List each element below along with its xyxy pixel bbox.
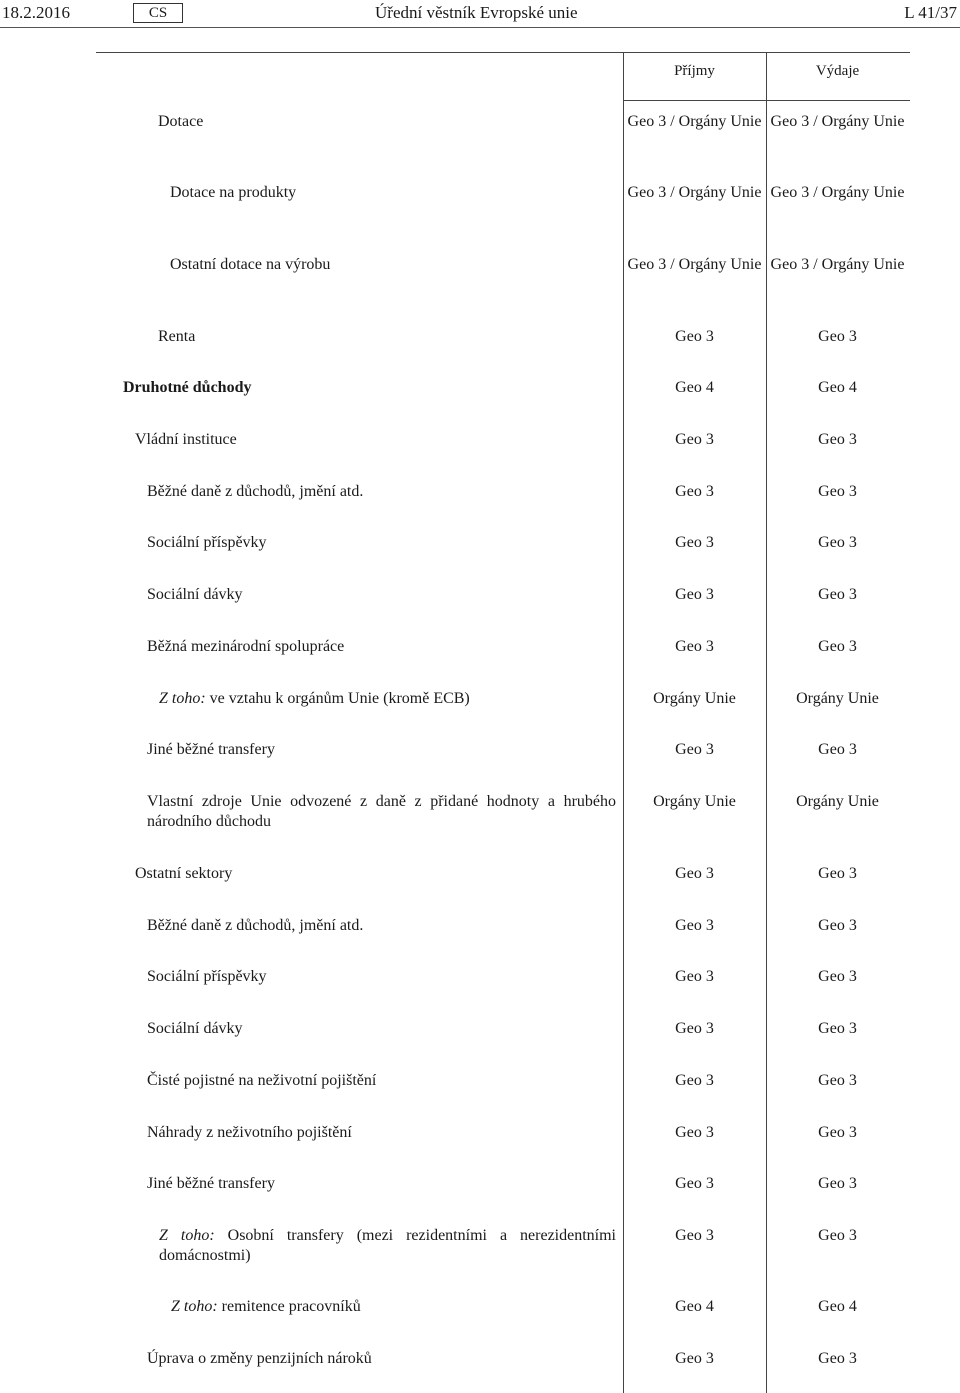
expenditure-cell: Geo 3 — [818, 1175, 857, 1192]
row-label: Renta — [158, 328, 196, 345]
row-label: Čisté pojistné na neživotní pojištění — [147, 1072, 377, 1089]
income-cell: Geo 3 / Orgány Unie — [627, 256, 762, 273]
expenditure-cell: Geo 3 — [818, 638, 857, 655]
row-label: Sociální příspěvky — [147, 534, 267, 551]
row-label: Ostatní sektory — [135, 865, 233, 882]
row-label: Jiné běžné transfery — [147, 1175, 275, 1192]
row-label — [171, 1297, 361, 1317]
row-label: Sociální dávky — [147, 1020, 243, 1037]
expenditure-cell: Geo 3 — [818, 483, 857, 500]
expenditure-cell: Geo 3 — [818, 1020, 857, 1037]
income-cell: Geo 3 — [675, 638, 714, 655]
column-header-income: Příjmy — [674, 63, 715, 79]
income-cell: Geo 3 — [675, 328, 714, 345]
income-cell: Geo 3 — [675, 917, 714, 934]
expenditure-cell: Geo 3 — [818, 431, 857, 448]
income-cell: Geo 3 — [675, 1020, 714, 1037]
income-cell: Geo 3 — [675, 1072, 714, 1089]
row-label-text: ve vztahu k orgánům Unie (kromě ECB) — [205, 690, 470, 707]
expenditure-cell: Geo 4 — [818, 1298, 857, 1315]
expenditure-cell: Geo 3 — [818, 865, 857, 882]
expenditure-cell: Geo 3 / Orgány Unie — [770, 113, 905, 130]
row-label: Dotace na produkty — [170, 184, 297, 201]
income-cell: Geo 4 — [675, 1298, 714, 1315]
page-reference: L 41/37 — [904, 3, 957, 22]
expenditure-cell: Geo 3 — [818, 328, 857, 345]
expenditure-cell: Geo 3 — [818, 968, 857, 985]
income-cell: Orgány Unie — [653, 690, 736, 707]
expenditure-cell: Geo 4 — [818, 379, 857, 396]
of-which-prefix: Z toho: — [159, 690, 206, 707]
income-cell: Geo 3 — [675, 483, 714, 500]
income-cell: Orgány Unie — [653, 793, 736, 810]
column-header-expenditure: Výdaje — [815, 63, 860, 79]
row-label: Sociální příspěvky — [147, 968, 267, 985]
expenditure-cell: Geo 3 — [818, 1072, 857, 1089]
row-label: Sociální dávky — [147, 586, 243, 603]
income-cell: Geo 3 / Orgány Unie — [627, 184, 762, 201]
expenditure-cell: Orgány Unie — [796, 793, 879, 810]
row-label: Běžná mezinárodní spolupráce — [147, 638, 345, 655]
income-cell: Geo 3 — [675, 1350, 714, 1367]
income-cell: Geo 3 — [675, 968, 714, 985]
row-label: Náhrady z neživotního pojištění — [147, 1124, 352, 1141]
expenditure-cell: Geo 3 / Orgány Unie — [770, 184, 905, 201]
income-cell: Geo 3 — [675, 1227, 714, 1244]
expenditure-cell: Geo 3 — [818, 1350, 857, 1367]
of-which-prefix: Z toho: — [171, 1298, 218, 1315]
expenditure-cell: Geo 3 — [818, 741, 857, 758]
income-cell: Geo 3 / Orgány Unie — [627, 113, 762, 130]
row-label: Ostatní dotace na výrobu — [170, 256, 331, 273]
expenditure-cell: Geo 3 — [818, 1227, 857, 1244]
income-cell: Geo 3 — [675, 586, 714, 603]
expenditure-cell: Geo 3 — [818, 586, 857, 603]
income-cell: Geo 3 — [675, 865, 714, 882]
row-label: Běžné daně z důchodů, jmění atd. — [147, 917, 364, 934]
expenditure-cell: Geo 3 — [818, 917, 857, 934]
row-label-text: remitence pracovníků — [217, 1298, 361, 1315]
row-label: Běžné daně z důchodů, jmění atd. — [147, 483, 364, 500]
row-label: Vládní instituce — [135, 431, 237, 448]
header-rule — [0, 27, 960, 28]
journal-title: Úřední věstník Evropské unie — [375, 3, 578, 22]
expenditure-cell: Geo 3 — [818, 1124, 857, 1141]
language-code-box: CS — [133, 3, 183, 23]
income-cell: Geo 3 — [675, 741, 714, 758]
row-label-section: Druhotné důchody — [123, 379, 252, 396]
expenditure-cell: Orgány Unie — [796, 690, 879, 707]
income-cell: Geo 3 — [675, 431, 714, 448]
row-label — [159, 689, 470, 709]
page-header — [0, 0, 960, 28]
of-which-prefix: Z toho: — [159, 1227, 215, 1244]
row-label — [159, 1226, 616, 1266]
row-label: Jiné běžné transfery — [147, 741, 275, 758]
row-label-text: Osobní transfery (mezi rezidentními a nerezidentními domácnostmi) — [159, 1227, 616, 1264]
income-cell: Geo 4 — [675, 379, 714, 396]
row-label: Vlastní zdroje Unie odvozené z daně z přidané hodnoty a hrubého národního důchodu — [147, 793, 616, 830]
row-label: Úprava o změny penzijních nároků — [147, 1350, 372, 1367]
expenditure-cell: Geo 3 / Orgány Unie — [770, 256, 905, 273]
income-cell: Geo 3 — [675, 534, 714, 551]
publication-date: 18.2.2016 — [2, 3, 70, 22]
accounts-table — [96, 52, 910, 1393]
expenditure-cell: Geo 3 — [818, 534, 857, 551]
income-cell: Geo 3 — [675, 1175, 714, 1192]
row-label: Dotace — [158, 113, 204, 130]
income-cell: Geo 3 — [675, 1124, 714, 1141]
table-top-rule — [96, 52, 910, 53]
